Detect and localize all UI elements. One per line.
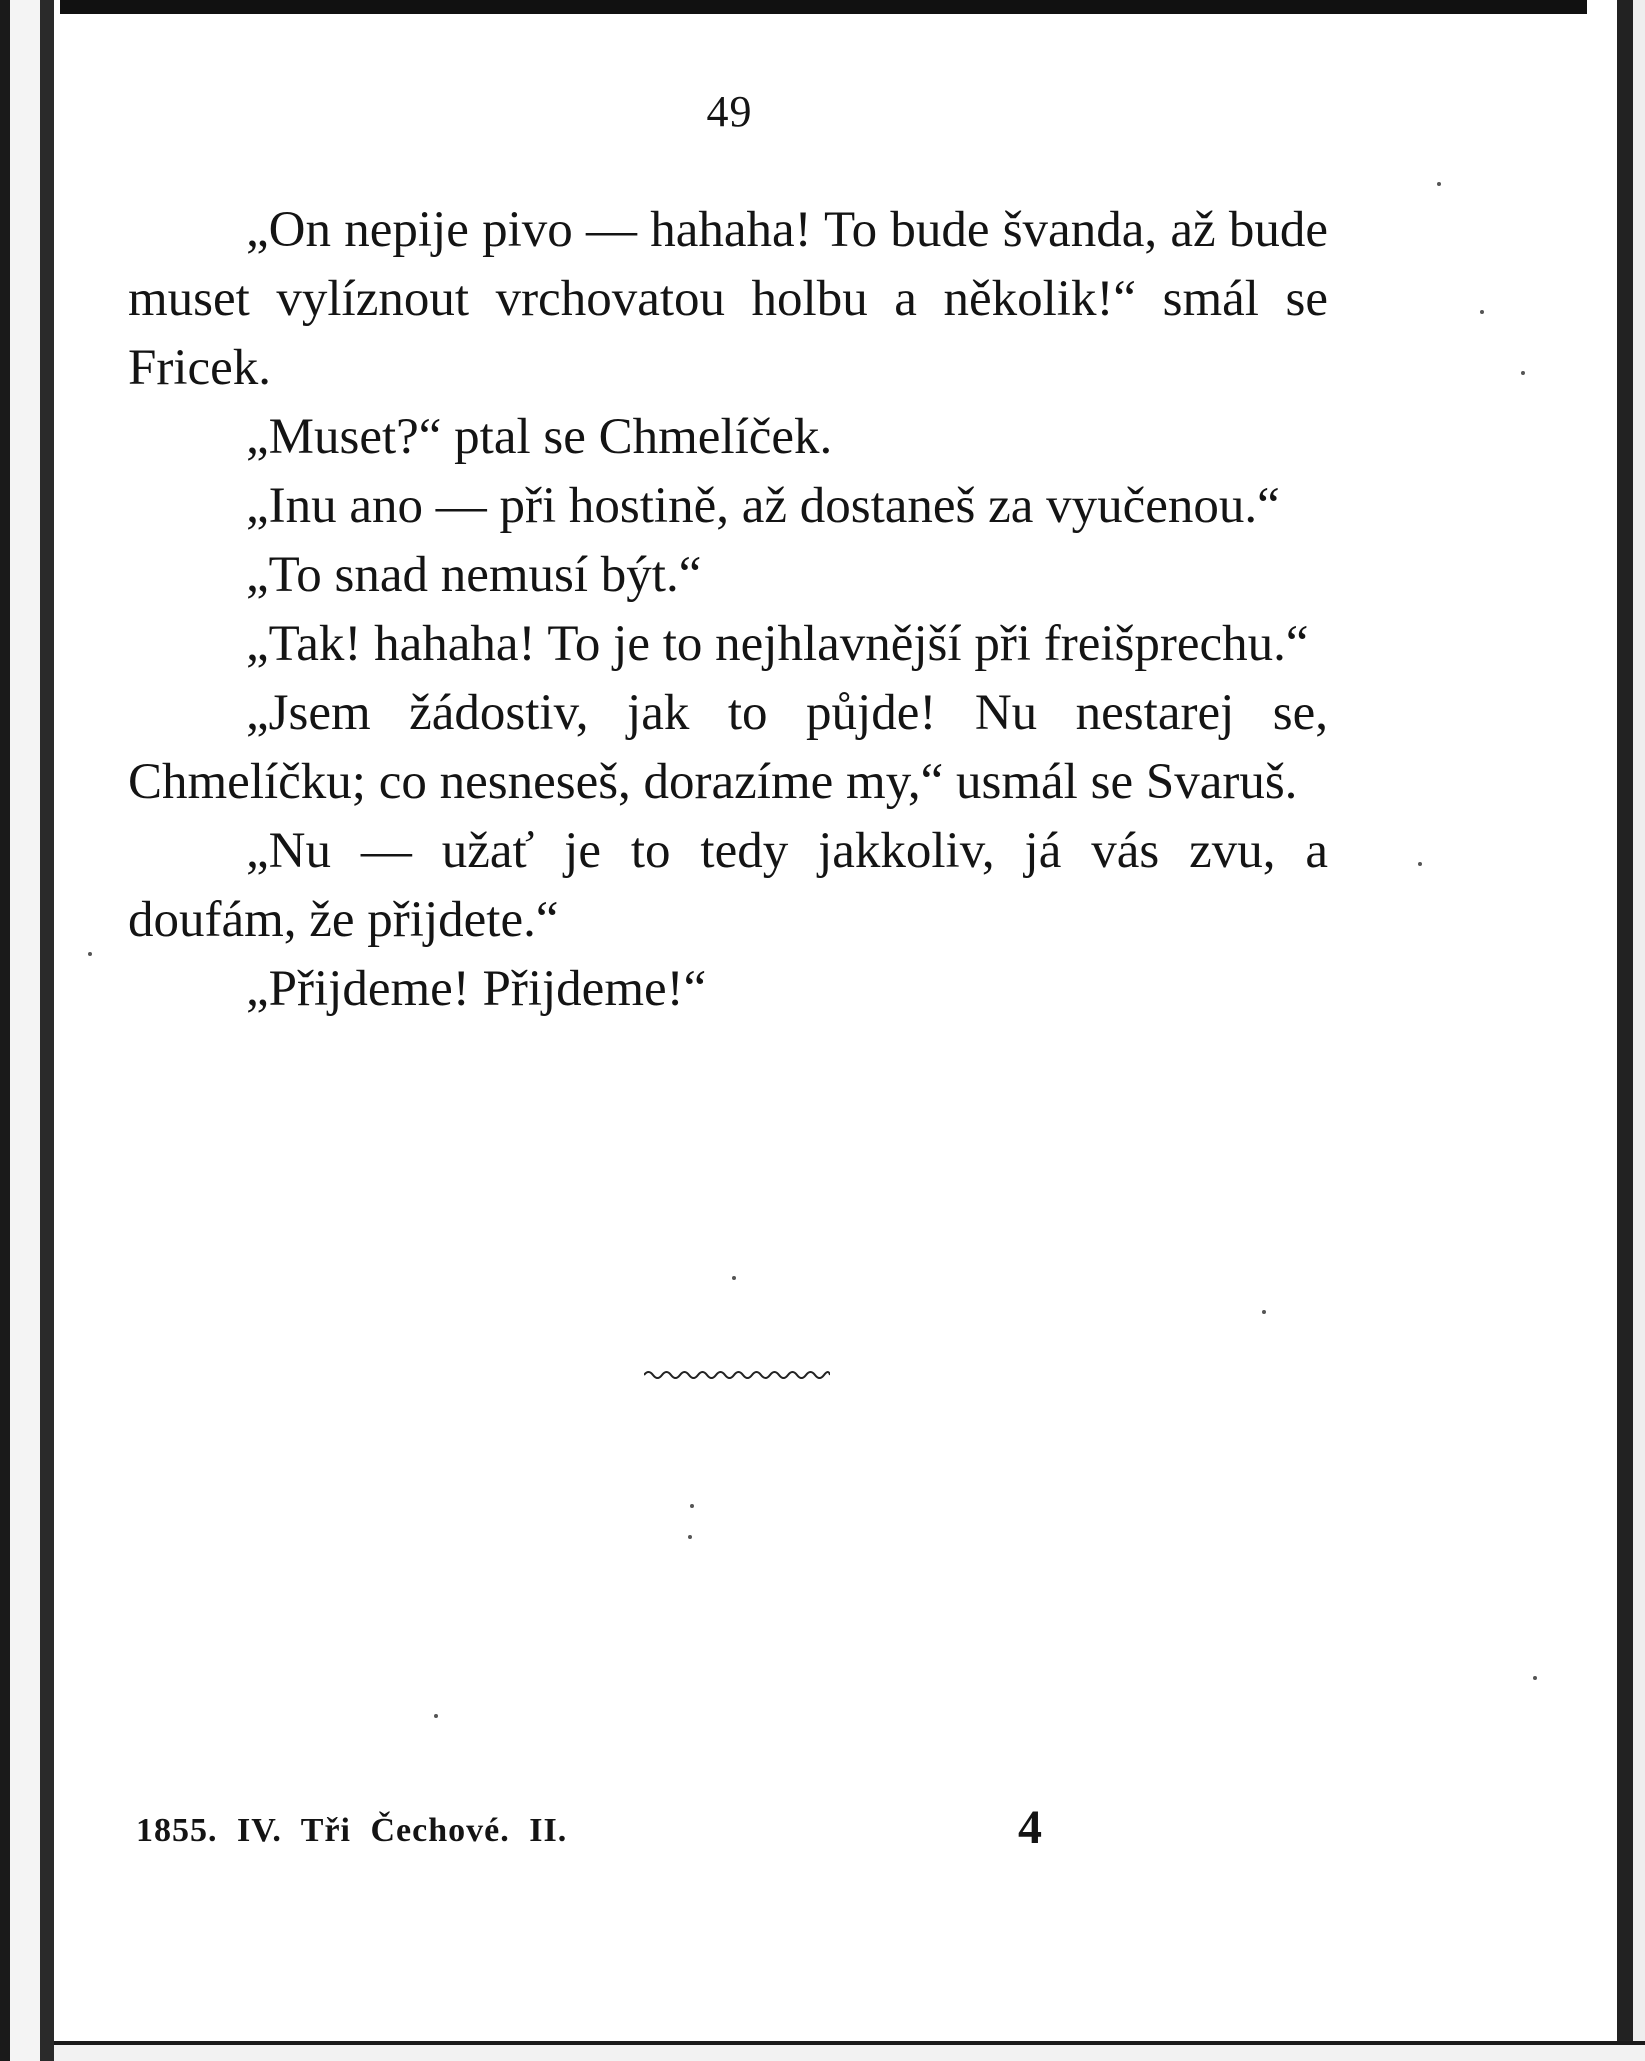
paragraph: „On nepije pivo — hahaha! To bude švanda, až bude muset vylíznout vrchovatou holbu a několik!“ smál se Fricek. bbox=[128, 202, 1328, 396]
paragraph: „Nu — užať je to tedy jakkoliv, já vás zvu, a doufám, že přijdete.“ bbox=[128, 823, 1328, 948]
scan-speck bbox=[1521, 371, 1525, 375]
scan-border-left bbox=[0, 0, 60, 2061]
scan-border-top bbox=[0, 0, 1645, 14]
scan-speck bbox=[88, 952, 92, 956]
scan-speck bbox=[732, 1276, 736, 1280]
scan-speck bbox=[1533, 1676, 1537, 1680]
scan-speck bbox=[690, 1504, 694, 1508]
signature-mark: 4 bbox=[1018, 1801, 1042, 1854]
scan-border-bottom bbox=[54, 2041, 1645, 2061]
scan-speck bbox=[1437, 182, 1441, 186]
paragraph: „Muset?“ ptal se Chmelíček. bbox=[246, 409, 833, 465]
scan-speck bbox=[1262, 1310, 1266, 1314]
scan-speck bbox=[688, 1535, 692, 1539]
printer-signature: 1855. IV. Tři Čechové. II. bbox=[136, 1812, 568, 1849]
paragraph: „To snad nemusí být.“ bbox=[246, 547, 702, 603]
scan-speck bbox=[1480, 310, 1484, 314]
scan-border-right bbox=[1587, 0, 1645, 2061]
paragraph: „Přijdeme! Přijdeme!“ bbox=[246, 961, 707, 1017]
paragraph: „Tak! hahaha! To je to nejhlavnější při freišprechu.“ bbox=[246, 616, 1309, 672]
page-number: 49 bbox=[706, 87, 753, 136]
scan-speck bbox=[1418, 862, 1422, 866]
wavy-rule-ornament bbox=[644, 1368, 830, 1382]
paragraph: „Inu ano — při hostině, až dostaneš za vyučenou.“ bbox=[246, 478, 1280, 534]
paragraph: „Jsem žádostiv, jak to půjde! Nu nestarej se, Chmelíčku; co nesneseš, dorazíme my,“ usmál se Svaruš. bbox=[128, 685, 1328, 810]
scan-speck bbox=[434, 1714, 438, 1718]
body-text bbox=[128, 196, 1328, 1024]
